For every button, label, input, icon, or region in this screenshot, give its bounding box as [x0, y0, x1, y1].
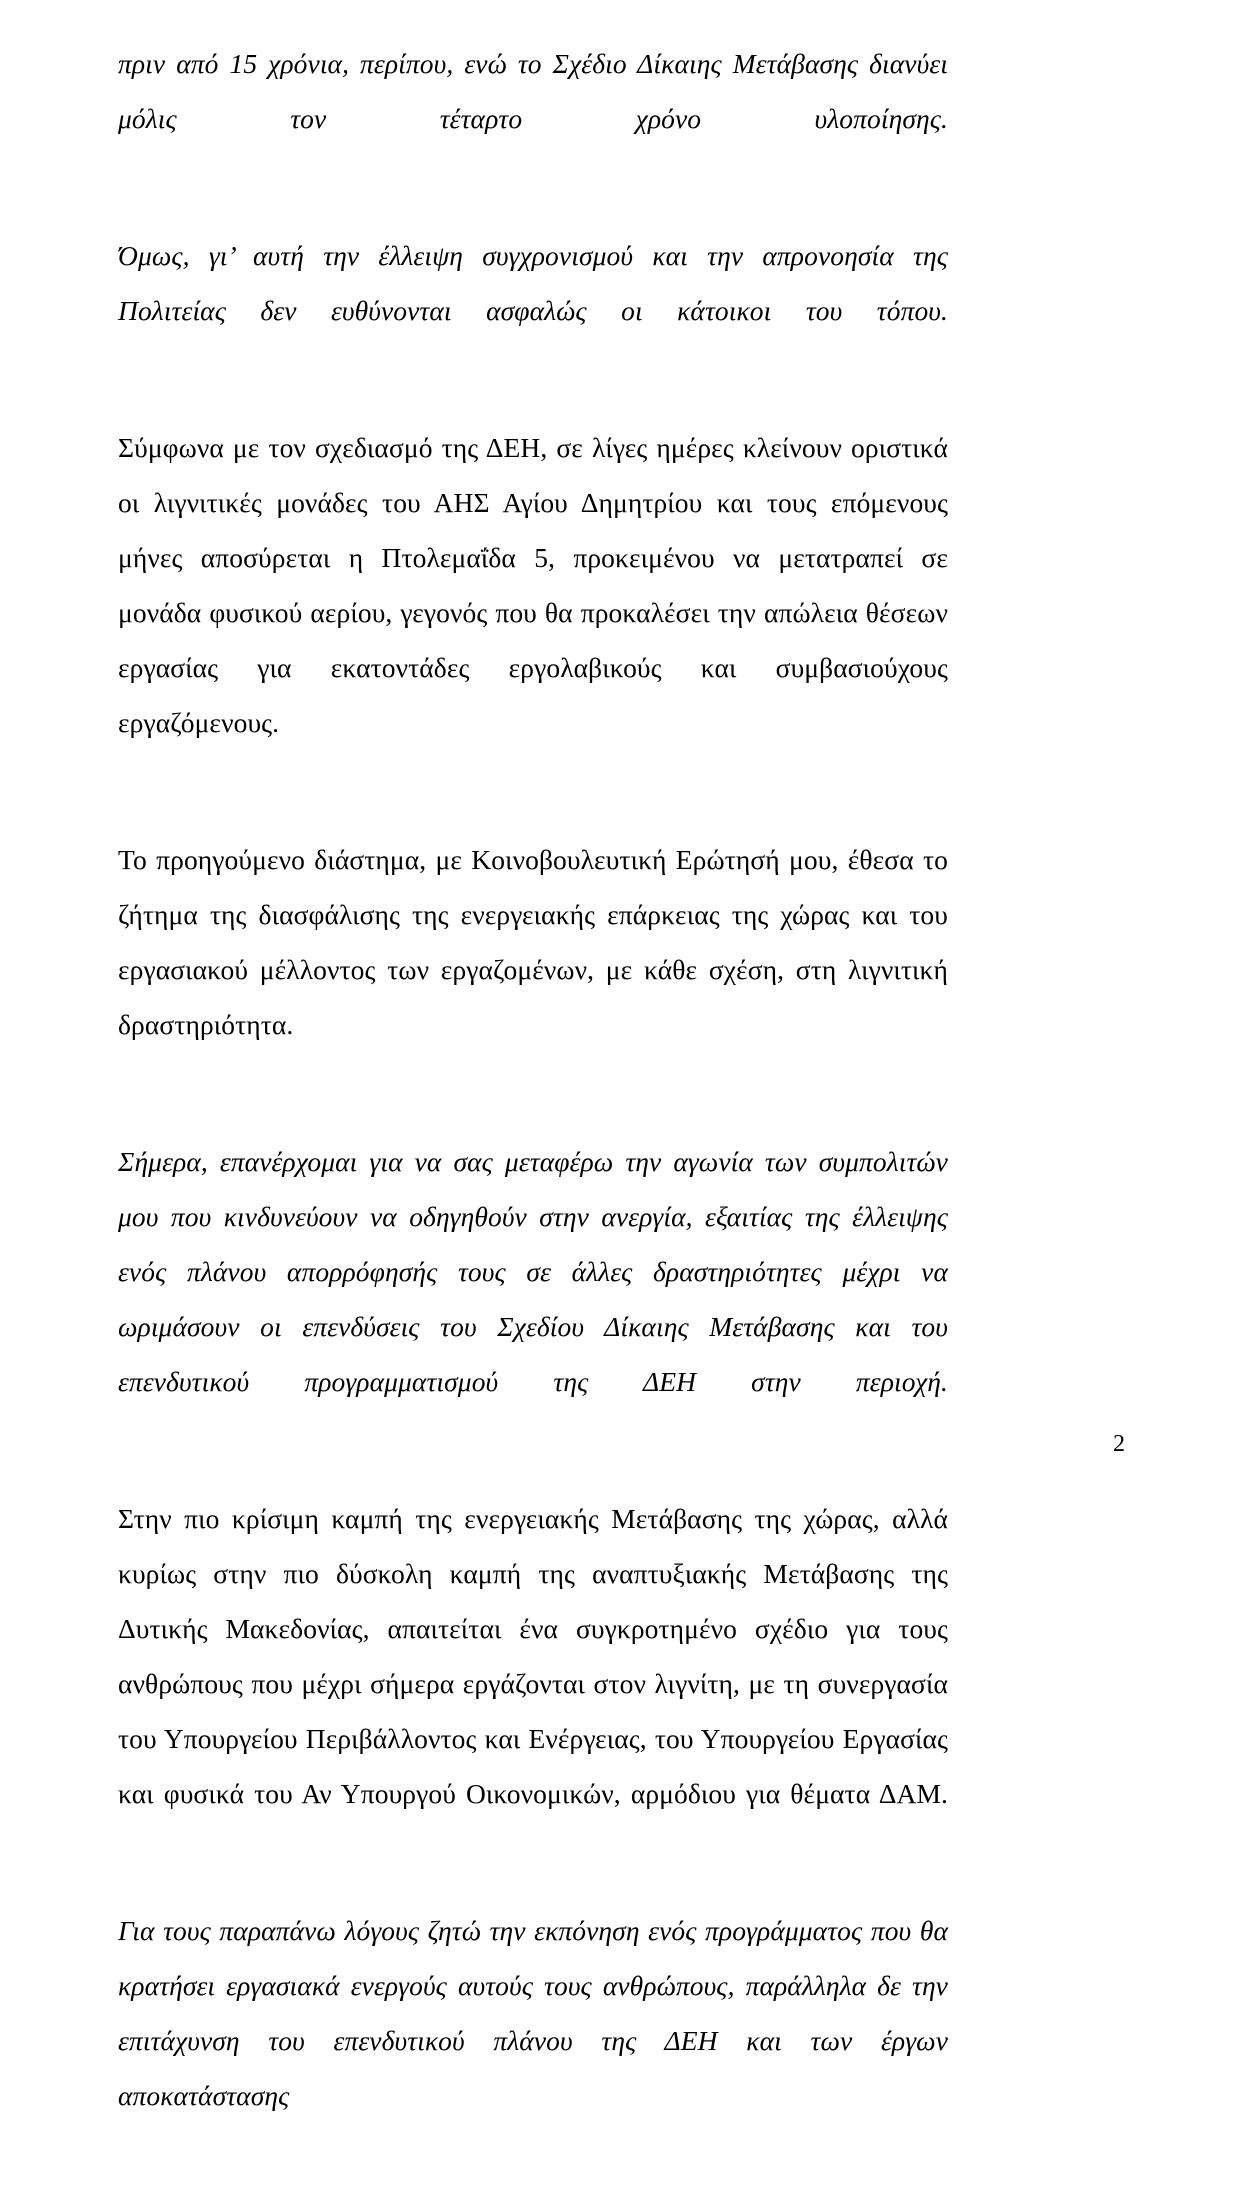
paragraph-1: πριν από 15 χρόνια, περίπου, ενώ το Σχέδιο Δίκαιης Μετάβασης διανύει μόλις τον τέταρτο χρόνο υλοποίησης.	[118, 48, 948, 134]
paragraph-5: Σήμερα, επανέρχομαι για να σας μεταφέρω την αγωνία των συμπολιτών μου που κινδυνεύουν να οδηγηθούν στην ανεργία, εξαιτίας της έλλειψης ενός πλάνου απορρόφησής τους σε άλλες δραστηριότητες μέχρι να ωριμάσουν οι επενδύσεις του Σχεδίου Δίκαιης Μετάβασης και του επενδυτικού προγραμματισμού της ΔΕΗ στην περιοχή.	[118, 1146, 948, 1397]
document-body	[118, 36, 948, 2205]
paragraph-2: Όμως, γι’ αυτή την έλλειψη συγχρονισμού και την απρονοησία της Πολιτείας δεν ευθύνονται ασφαλώς οι κάτοικοι του τόπου.	[118, 240, 948, 326]
paragraph-6: Στην πιο κρίσιμη καμπή της ενεργειακής Μετάβασης της χώρας, αλλά κυρίως στην πιο δύσκολη καμπή της αναπτυξιακής Μετάβασης της Δυτικής Μακεδονίας, απαιτείται ένα συγκροτημένο σχέδιο για τους ανθρώπους που μέχρι σήμερα εργάζονται στον λιγνίτη, με τη συνεργασία του Υπουργείου Περιβάλλοντος και Ενέργειας, του Υπουργείου Εργασίας και φυσικά του Αν Υπουργού Οικονομικών, αρμόδιου για θέματα ΔΑΜ.	[118, 1503, 948, 1809]
paragraph-4: Το προηγούμενο διάστημα, με Κοινοβουλευτική Ερώτησή μου, έθεσα το ζήτημα της διασφάλισης της ενεργειακής επάρκειας της χώρας και του εργασιακού μέλλοντος των εργαζομένων, με κάθε σχέση, στη λιγνιτική δραστηριότητα.	[118, 844, 948, 1040]
paragraph-7: Για τους παραπάνω λόγους ζητώ την εκπόνηση ενός προγράμματος που θα κρατήσει εργασιακά ενεργούς αυτούς τους ανθρώπους, παράλληλα δε την επιτάχυνση του επενδυτικού πλάνου της ΔΕΗ και των έργων αποκατάστασης	[118, 1915, 948, 2111]
page-number: 2	[1113, 1431, 1125, 1457]
paragraph-3: Σύμφωνα με τον σχεδιασμό της ΔΕΗ, σε λίγες ημέρες κλείνουν οριστικά οι λιγνιτικές μονάδες του ΑΗΣ Αγίου Δημητρίου και τους επόμενους μήνες αποσύρεται η Πτολεμαΐδα 5, προκειμένου να μετατραπεί σε μονάδα φυσικού αερίου, γεγονός που θα προκαλέσει την απώλεια θέσεων εργασίας για εκατοντάδες εργολαβικούς και συμβασιούχους εργαζόμενους.	[118, 432, 948, 738]
